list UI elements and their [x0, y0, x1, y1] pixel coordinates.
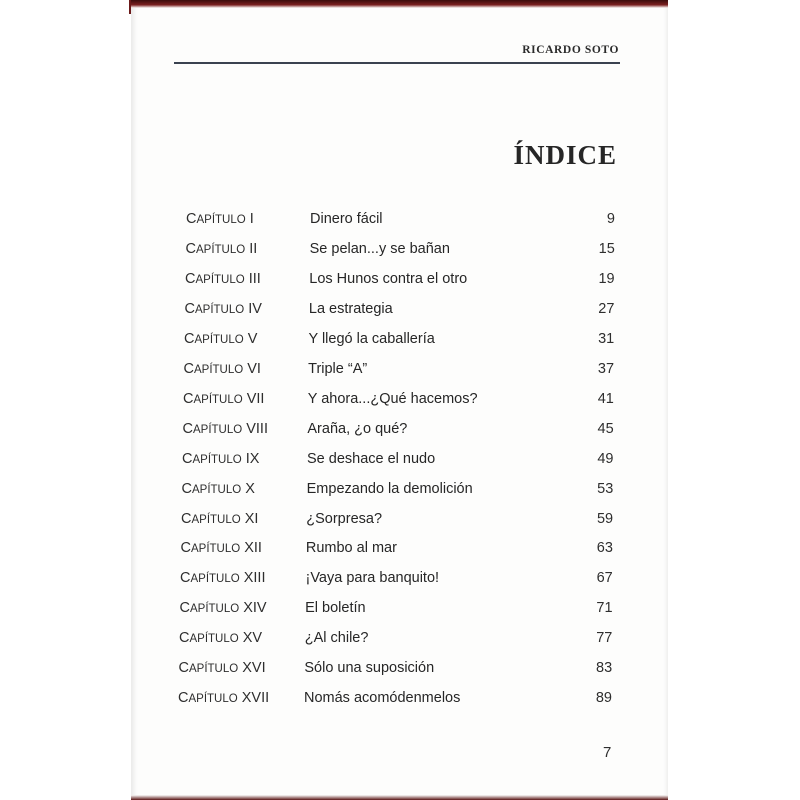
chapter-title: Araña, ¿o qué? [307, 420, 408, 437]
chapter-label: CAPÍTULO XII [180, 540, 262, 557]
chapter-page-number: 67 [596, 570, 613, 587]
chapter-page-number: 45 [597, 420, 614, 437]
chapter-label: CAPÍTULO XIII [180, 570, 266, 587]
toc-entry [0, 451, 800, 471]
chapter-label: CAPÍTULO VII [183, 390, 265, 407]
chapter-title: Nomás acomódenmelos [304, 690, 461, 707]
chapter-label: CAPÍTULO IV [184, 300, 262, 317]
running-head: RICARDO SOTO [522, 44, 619, 56]
chapter-page-number: 49 [597, 450, 614, 467]
toc-entry [0, 630, 800, 650]
chapter-label: CAPÍTULO III [185, 270, 261, 287]
chapter-title: Sólo una suposición [304, 660, 435, 677]
toc-entry [0, 391, 800, 411]
chapter-page-number: 27 [598, 300, 615, 317]
chapter-title: ¿Sorpresa? [306, 510, 383, 527]
chapter-title: Se pelan...y se bañan [309, 240, 450, 257]
chapter-title: Los Hunos contra el otro [309, 270, 468, 287]
toc-entry [0, 271, 800, 291]
toc-entry [0, 660, 800, 680]
chapter-label: CAPÍTULO XV [179, 630, 263, 647]
chapter-label: CAPÍTULO II [185, 240, 258, 257]
chapter-label: CAPÍTULO XVII [178, 690, 270, 707]
chapter-page-number: 15 [598, 240, 615, 257]
toc-entry [0, 570, 800, 590]
chapter-page-number: 37 [597, 360, 615, 377]
chapter-label: CAPÍTULO XVI [178, 660, 266, 677]
chapter-title: Dinero fácil [310, 211, 383, 227]
chapter-label: CAPÍTULO IX [182, 450, 260, 467]
chapter-page-number: 9 [606, 211, 615, 227]
chapter-page-number: 83 [596, 660, 613, 677]
chapter-page-number: 19 [598, 270, 615, 287]
chapter-label: CAPÍTULO I [186, 211, 254, 227]
toc-entry [0, 301, 800, 321]
toc-entry [0, 600, 800, 620]
chapter-page-number: 89 [595, 690, 612, 707]
chapter-label: CAPÍTULO XIV [179, 600, 267, 617]
chapter-title: ¿Al chile? [304, 630, 369, 647]
chapter-page-number: 59 [596, 510, 614, 527]
chapter-title: Triple “A” [308, 360, 368, 377]
toc-entry [0, 361, 800, 381]
chapter-title: Se deshace el nudo [307, 450, 436, 467]
toc-entry [0, 241, 800, 261]
toc-entry [0, 511, 800, 531]
chapter-page-number: 71 [596, 600, 613, 617]
chapter-page-number: 53 [597, 480, 614, 497]
toc-entry [0, 540, 800, 560]
chapter-page-number: 77 [596, 630, 613, 647]
chapter-page-number: 41 [597, 390, 614, 407]
chapter-label: CAPÍTULO VIII [182, 420, 268, 437]
chapter-title: Rumbo al mar [305, 540, 397, 557]
chapter-label: CAPÍTULO VI [183, 360, 261, 377]
chapter-title: Empezando la demolición [306, 480, 473, 497]
chapter-label: CAPÍTULO X [181, 480, 255, 497]
toc-entry [0, 211, 800, 231]
chapter-title: Y llegó la caballería [308, 330, 435, 347]
chapter-title: ¡Vaya para banquito! [305, 570, 440, 587]
chapter-title: La estrategia [308, 300, 393, 317]
index-title: ÍNDICE [513, 140, 617, 170]
page-number: 7 [603, 744, 612, 761]
toc-entry [0, 331, 800, 351]
chapter-label: CAPÍTULO XI [181, 510, 259, 527]
toc-entry [0, 690, 800, 710]
chapter-title: El boletín [305, 600, 366, 617]
chapter-page-number: 63 [596, 540, 613, 557]
toc-entry [0, 421, 800, 441]
chapter-title: Y ahora...¿Qué hacemos? [307, 390, 478, 407]
toc-entry [0, 481, 800, 501]
chapter-label: CAPÍTULO V [184, 330, 258, 347]
chapter-page-number: 31 [598, 330, 615, 347]
